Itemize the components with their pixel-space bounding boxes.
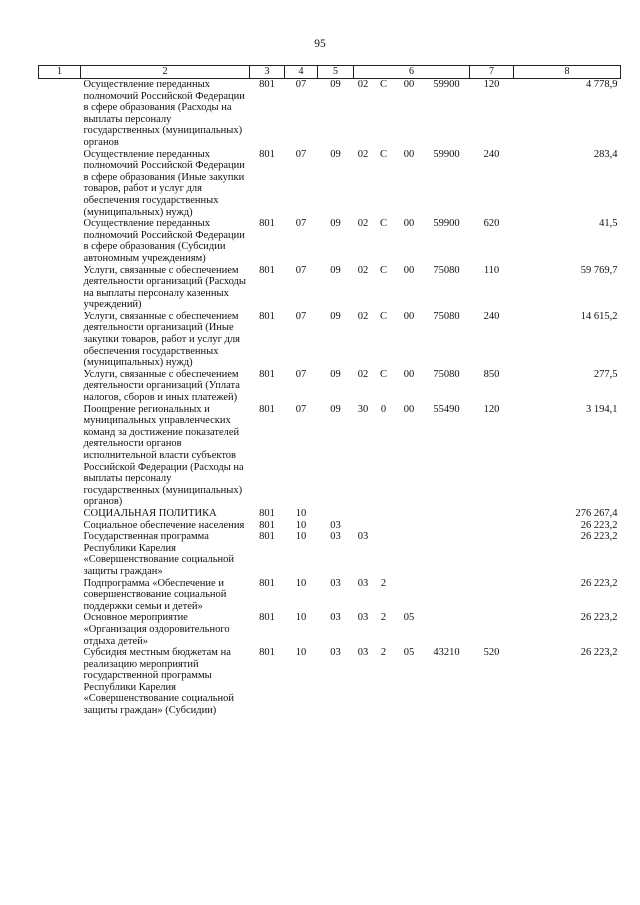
cell-c6c: 00 (403, 403, 415, 415)
cell-c6a: 02 (357, 148, 369, 160)
cell-c4: 10 (295, 577, 307, 589)
cell-c4: 07 (295, 79, 307, 90)
cell-c6c: 00 (403, 368, 415, 380)
cell-blank (39, 265, 81, 311)
cell-c8: 277,5 (593, 368, 618, 380)
cell-c8: 283,4 (593, 148, 618, 160)
cell-c8: 276 267,4 (575, 507, 618, 519)
cell-c6b (373, 508, 395, 520)
cell-c6b: 2 (380, 612, 387, 624)
cell-c6a: 03 (357, 531, 369, 543)
cell-c6a: 03 (357, 647, 369, 659)
cell-blank (39, 79, 81, 149)
cell-c8: 14 615,2 (580, 310, 618, 322)
cell-blank (39, 520, 81, 532)
cell-c6a: 02 (357, 218, 369, 230)
cell-c5: 03 (330, 531, 341, 543)
cell-c3: 801 (259, 403, 275, 415)
cell-c5: 09 (330, 403, 341, 415)
table-row (39, 149, 621, 219)
row-description: Основное мероприятие «Организация оздоровительного отдыха детей» (83, 612, 230, 647)
cell-c6a: 03 (357, 612, 369, 624)
cell-c7 (470, 531, 514, 577)
cell-c6d (424, 508, 470, 520)
cell-c6d (424, 612, 470, 647)
page-number: 95 (314, 38, 326, 50)
cell-c5: 09 (330, 148, 341, 160)
header-cell: 6 (354, 66, 470, 79)
cell-c4: 07 (295, 310, 307, 322)
cell-c6d (424, 578, 470, 613)
cell-c6d: 75080 (433, 264, 460, 276)
cell-c4: 07 (295, 218, 307, 230)
cell-c6a: 02 (357, 264, 369, 276)
cell-c8: 26 223,2 (580, 577, 618, 589)
cell-c6c: 00 (403, 310, 415, 322)
cell-c3: 801 (259, 148, 275, 160)
cell-c6d (424, 520, 470, 532)
cell-c6d: 59900 (433, 218, 460, 230)
cell-c7: 850 (483, 368, 500, 380)
cell-c6a (354, 520, 373, 532)
cell-c8: 4 778,9 (586, 79, 618, 90)
row-description: Субсидия местным бюджетам на реализацию мероприятий государственной программы Республики Карелия «Совершенствование социальной защиты граждан» (Субсидии) (83, 647, 234, 717)
cell-c6a: 02 (357, 368, 369, 380)
cell-blank (39, 578, 81, 613)
header-cell: 7 (470, 66, 514, 79)
cell-c5: 03 (330, 577, 341, 589)
cell-c3: 801 (259, 531, 275, 543)
cell-c6c: 00 (403, 264, 415, 276)
cell-c3: 801 (259, 507, 275, 519)
cell-c7 (470, 612, 514, 647)
cell-c6b: С (379, 368, 387, 380)
row-description: Подпрограмма «Обеспечение и совершенствование социальной поддержки семьи и детей» (83, 577, 227, 612)
header-row (39, 66, 621, 79)
row-description: Государственная программа Республики Карелия «Совершенствование социальной защиты граждан» (83, 531, 234, 577)
cell-c7: 120 (483, 79, 500, 90)
cell-c6c (395, 531, 424, 577)
header-cell: 3 (250, 66, 285, 79)
row-description: Осуществление переданных полномочий Российской Федерации в сфере образования (Субсидии автономным учреждениям) (83, 218, 245, 264)
cell-c5: 03 (330, 647, 341, 659)
cell-c7: 120 (483, 403, 500, 415)
cell-c7 (470, 520, 514, 532)
table-row (39, 520, 621, 532)
cell-c5: 09 (330, 264, 341, 276)
cell-c6d: 55490 (433, 403, 460, 415)
cell-c6b: С (379, 310, 387, 322)
cell-c6a: 02 (357, 79, 369, 90)
cell-c6a: 02 (357, 310, 369, 322)
cell-c6b: С (379, 148, 387, 160)
table-row (39, 265, 621, 311)
cell-c5: 03 (330, 612, 341, 624)
cell-c6a: 03 (357, 577, 369, 589)
table-row (39, 531, 621, 577)
cell-c6c: 00 (403, 148, 415, 160)
cell-c6c: 00 (403, 79, 415, 90)
table-row (39, 508, 621, 520)
cell-c3: 801 (259, 218, 275, 230)
cell-c6b: 2 (380, 577, 387, 589)
cell-c5: 03 (330, 519, 341, 531)
row-description: Услуги, связанные с обеспечением деятельности организаций (Иные закупки товаров, работ и услуг для обеспечения государственных (муниципальных) нужд) (83, 310, 240, 369)
cell-c6c (395, 578, 424, 613)
cell-c3: 801 (259, 79, 275, 90)
row-description: Социальное обеспечение населения (83, 519, 245, 531)
cell-c6b: 2 (380, 647, 387, 659)
cell-c3: 801 (259, 612, 275, 624)
cell-c3: 801 (259, 519, 275, 531)
header-cell: 8 (514, 66, 621, 79)
row-description: Услуги, связанные с обеспечением деятельности организаций (Уплата налогов, сборов и иных платежей) (83, 368, 240, 404)
cell-c3: 801 (259, 264, 275, 276)
cell-c4: 10 (295, 519, 307, 531)
cell-c6a: 30 (357, 403, 369, 415)
cell-blank (39, 311, 81, 369)
cell-blank (39, 531, 81, 577)
cell-c6d (424, 531, 470, 577)
cell-c8: 59 769,7 (580, 264, 618, 276)
cell-c4: 10 (295, 507, 307, 519)
cell-c4: 07 (295, 148, 307, 160)
row-description: Поощрение региональных и муниципальных управленческих команд за достижение показателей деятельности органов исполнительной власти субъектов Российской Федерации (Расходы на выплаты персоналу государственных (муниципальных) органов) (83, 403, 244, 508)
header-cell: 5 (318, 66, 354, 79)
cell-c5: 09 (330, 310, 341, 322)
cell-c4: 10 (295, 647, 307, 659)
cell-c6d: 59900 (433, 79, 460, 90)
cell-c4: 07 (295, 264, 307, 276)
cell-c8: 26 223,2 (580, 647, 618, 659)
cell-c6b (373, 520, 395, 532)
table-row (39, 369, 621, 404)
cell-c7 (470, 578, 514, 613)
table-row (39, 218, 621, 264)
table-row (39, 647, 621, 717)
table-row (39, 612, 621, 647)
cell-c6b: С (379, 264, 387, 276)
table-row (39, 311, 621, 369)
cell-blank (39, 369, 81, 404)
cell-c8: 26 223,2 (580, 519, 618, 531)
cell-c5: 09 (330, 218, 341, 230)
row-description: Осуществление переданных полномочий Российской Федерации в сфере образования (Расходы на выплаты персоналу государственных (муниципальных) органов (83, 79, 245, 148)
cell-c6c: 05 (403, 647, 415, 659)
cell-c7: 240 (483, 310, 500, 322)
table-row (39, 404, 621, 508)
cell-c6c (395, 508, 424, 520)
cell-c6c: 05 (403, 612, 415, 624)
cell-c8: 26 223,2 (580, 531, 618, 543)
cell-c6d: 59900 (433, 148, 460, 160)
cell-c4: 07 (295, 403, 307, 415)
cell-blank (39, 404, 81, 508)
cell-blank (39, 218, 81, 264)
cell-c3: 801 (259, 577, 275, 589)
header-cell: 4 (285, 66, 318, 79)
cell-c7: 520 (483, 647, 500, 659)
cell-c5: 09 (330, 79, 341, 90)
cell-c5: 09 (330, 368, 341, 380)
cell-c8: 3 194,1 (586, 403, 618, 415)
cell-c6a (354, 508, 373, 520)
cell-blank (39, 647, 81, 717)
table-row (39, 578, 621, 613)
cell-c6d: 75080 (433, 310, 460, 322)
cell-c6c: 00 (403, 218, 415, 230)
cell-c3: 801 (259, 310, 275, 322)
row-description: Осуществление переданных полномочий Российской Федерации в сфере образования (Иные закупки товаров, работ и услуг для обеспечения государственных (муниципальных) нужд) (83, 148, 245, 218)
cell-c7: 620 (483, 218, 500, 230)
table-row (39, 79, 621, 149)
cell-c3: 801 (259, 647, 275, 659)
row-description: Услуги, связанные с обеспечением деятельности организаций (Расходы на выплаты персоналу казенных учреждений) (83, 264, 246, 311)
cell-blank (39, 149, 81, 219)
cell-c7: 110 (483, 264, 500, 276)
cell-c4: 10 (295, 612, 307, 624)
cell-c4: 10 (295, 531, 307, 543)
cell-c8: 26 223,2 (580, 612, 618, 624)
cell-blank (39, 508, 81, 520)
cell-blank (39, 612, 81, 647)
budget-table (38, 65, 621, 717)
cell-c6c (395, 520, 424, 532)
header-cell: 2 (81, 66, 250, 79)
row-description: СОЦИАЛЬНАЯ ПОЛИТИКА (83, 507, 217, 519)
cell-c6b: С (379, 79, 387, 90)
cell-c6b: 0 (380, 403, 387, 415)
header-cell: 1 (39, 66, 81, 79)
cell-c8: 41,5 (599, 218, 618, 230)
cell-c6d: 75080 (433, 368, 460, 380)
cell-c3: 801 (259, 368, 275, 380)
cell-c7: 240 (483, 148, 500, 160)
cell-c5 (318, 508, 354, 520)
cell-c4: 07 (295, 368, 307, 380)
cell-c6d: 43210 (433, 647, 460, 659)
cell-c7 (470, 508, 514, 520)
cell-c6b (373, 531, 395, 577)
cell-c6b: С (379, 218, 387, 230)
